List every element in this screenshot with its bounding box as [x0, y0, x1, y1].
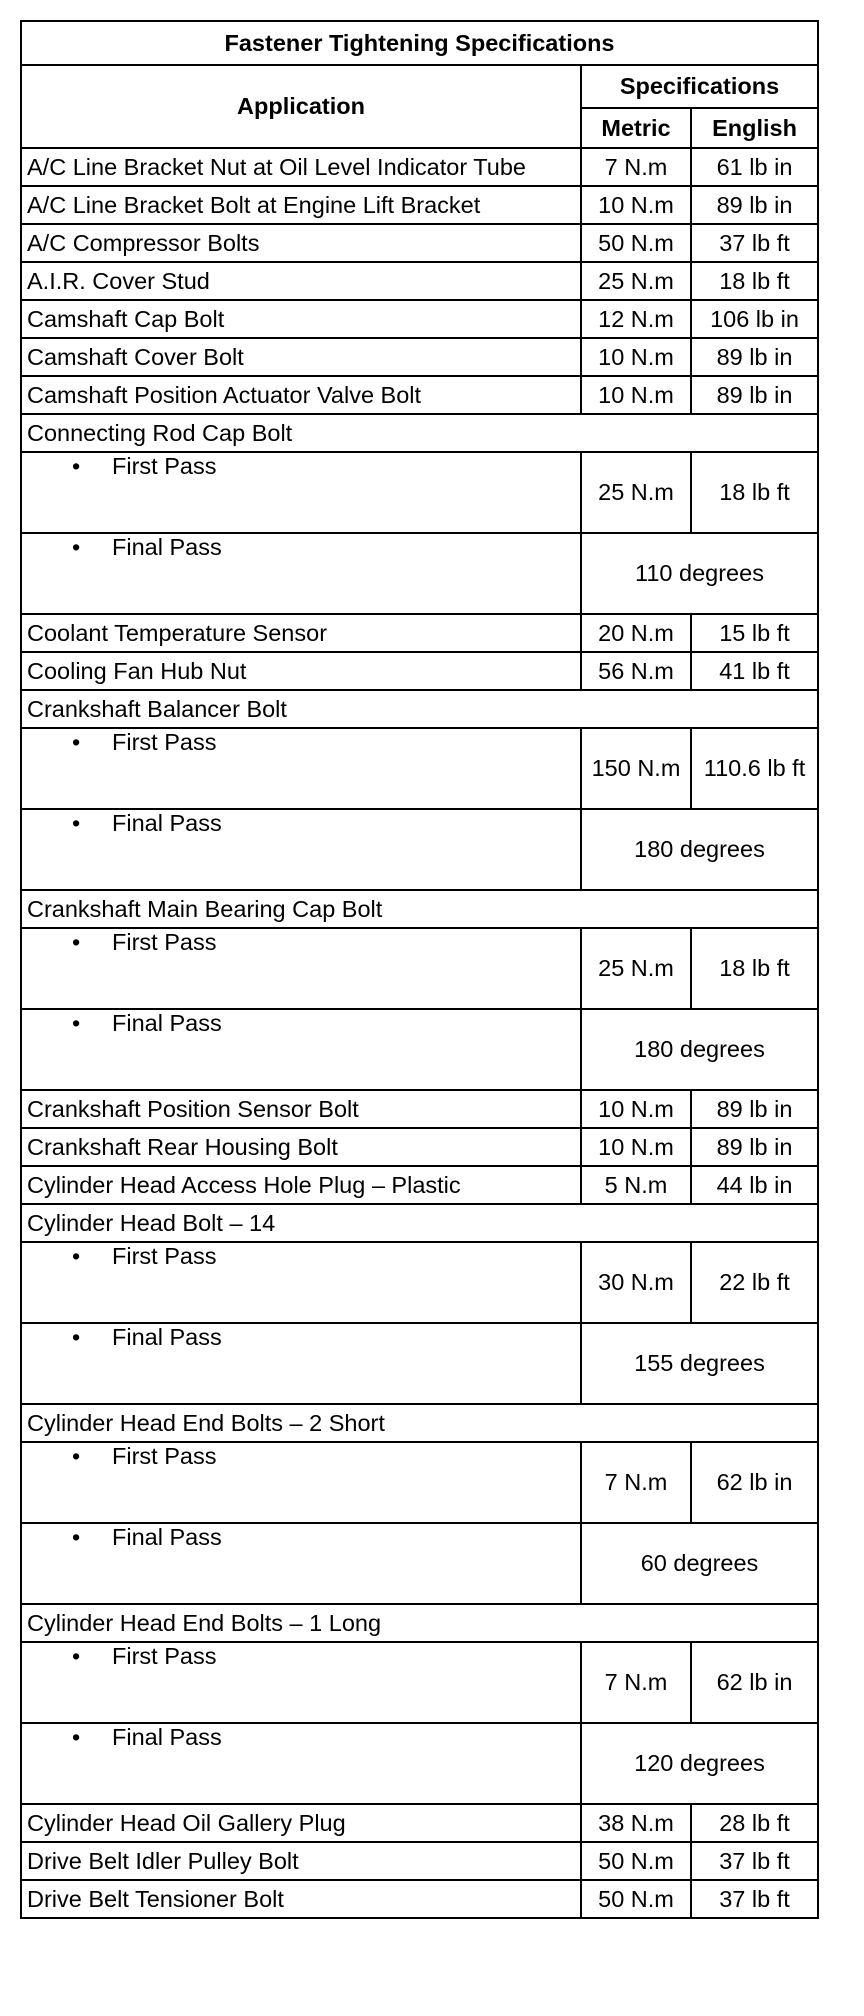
degrees-cell: 180 degrees [581, 809, 818, 890]
pass-application-cell [21, 1723, 581, 1804]
metric-cell: 25 N.m [581, 262, 691, 300]
metric-cell: 10 N.m [581, 186, 691, 224]
header-row-1 [21, 65, 818, 108]
table-row [21, 186, 818, 224]
group-row [21, 690, 818, 728]
pass-application-cell [21, 1242, 581, 1323]
metric-cell: 10 N.m [581, 1128, 691, 1166]
group-heading-cell: Connecting Rod Cap Bolt [21, 414, 818, 452]
english-cell: 89 lb in [691, 338, 818, 376]
metric-cell: 50 N.m [581, 1880, 691, 1918]
application-cell: A/C Line Bracket Nut at Oil Level Indicator Tube [21, 148, 581, 186]
application-cell: A/C Compressor Bolts [21, 224, 581, 262]
pass-application-cell [21, 1009, 581, 1090]
group-row [21, 1204, 818, 1242]
table-row [21, 262, 818, 300]
application-cell: Drive Belt Tensioner Bolt [21, 1880, 581, 1918]
table-title: Fastener Tightening Specifications [21, 21, 818, 65]
group-row [21, 1404, 818, 1442]
english-header: English [691, 108, 818, 148]
english-cell: 15 lb ft [691, 614, 818, 652]
metric-cell: 20 N.m [581, 614, 691, 652]
pass-label: Final Pass [112, 534, 222, 560]
bullet-icon: • [72, 729, 81, 755]
pass-label: First Pass [112, 729, 217, 755]
group-row [21, 890, 818, 928]
table-row [21, 614, 818, 652]
table-row [21, 1166, 818, 1204]
metric-cell: 50 N.m [581, 224, 691, 262]
specifications-header: Specifications [581, 65, 818, 108]
pass-row [21, 1009, 818, 1090]
bullet-icon: • [72, 1524, 81, 1550]
degrees-cell: 180 degrees [581, 1009, 818, 1090]
application-cell: Crankshaft Rear Housing Bolt [21, 1128, 581, 1166]
application-cell: Camshaft Cap Bolt [21, 300, 581, 338]
pass-label: Final Pass [112, 1010, 222, 1036]
english-cell: 62 lb in [691, 1642, 818, 1723]
pass-label: First Pass [112, 929, 217, 955]
pass-application-cell [21, 1642, 581, 1723]
english-cell: 44 lb in [691, 1166, 818, 1204]
pass-application-cell [21, 1523, 581, 1604]
application-header: Application [21, 65, 581, 148]
metric-cell: 150 N.m [581, 728, 691, 809]
pass-label: Final Pass [112, 810, 222, 836]
pass-label: First Pass [112, 1443, 217, 1469]
english-cell: 89 lb in [691, 376, 818, 414]
english-cell: 18 lb ft [691, 262, 818, 300]
application-cell: A/C Line Bracket Bolt at Engine Lift Bracket [21, 186, 581, 224]
bullet-icon: • [72, 1724, 81, 1750]
pass-row [21, 928, 818, 1009]
pass-application-cell [21, 928, 581, 1009]
pass-label: Final Pass [112, 1524, 222, 1550]
table-row [21, 1804, 818, 1842]
application-cell: Camshaft Cover Bolt [21, 338, 581, 376]
application-cell: Cylinder Head Access Hole Plug – Plastic [21, 1166, 581, 1204]
metric-cell: 7 N.m [581, 148, 691, 186]
bullet-icon: • [72, 929, 81, 955]
metric-header: Metric [581, 108, 691, 148]
bullet-icon: • [72, 534, 81, 560]
english-cell: 89 lb in [691, 1090, 818, 1128]
pass-application-cell [21, 809, 581, 890]
pass-label: First Pass [112, 1643, 217, 1669]
bullet-icon: • [72, 1443, 81, 1469]
group-heading-cell: Cylinder Head Bolt – 14 [21, 1204, 818, 1242]
table-row [21, 652, 818, 690]
table-row [21, 1090, 818, 1128]
metric-cell: 56 N.m [581, 652, 691, 690]
pass-row [21, 1523, 818, 1604]
pass-row [21, 533, 818, 614]
pass-row [21, 1242, 818, 1323]
application-cell: A.I.R. Cover Stud [21, 262, 581, 300]
table-row [21, 1128, 818, 1166]
application-cell: Coolant Temperature Sensor [21, 614, 581, 652]
group-heading-cell: Cylinder Head End Bolts – 2 Short [21, 1404, 818, 1442]
english-cell: 18 lb ft [691, 928, 818, 1009]
pass-row [21, 1323, 818, 1404]
table-row [21, 300, 818, 338]
table-title-row [21, 21, 818, 65]
english-cell: 22 lb ft [691, 1242, 818, 1323]
english-cell: 106 lb in [691, 300, 818, 338]
english-cell: 18 lb ft [691, 452, 818, 533]
bullet-icon: • [72, 1643, 81, 1669]
pass-row [21, 809, 818, 890]
pass-application-cell [21, 452, 581, 533]
english-cell: 37 lb ft [691, 1842, 818, 1880]
metric-cell: 25 N.m [581, 452, 691, 533]
table-row [21, 148, 818, 186]
english-cell: 41 lb ft [691, 652, 818, 690]
pass-application-cell [21, 728, 581, 809]
pass-label: Final Pass [112, 1324, 222, 1350]
metric-cell: 7 N.m [581, 1442, 691, 1523]
group-row [21, 414, 818, 452]
english-cell: 89 lb in [691, 186, 818, 224]
application-cell: Cylinder Head Oil Gallery Plug [21, 1804, 581, 1842]
metric-cell: 10 N.m [581, 1090, 691, 1128]
table-row [21, 224, 818, 262]
metric-cell: 30 N.m [581, 1242, 691, 1323]
metric-cell: 10 N.m [581, 338, 691, 376]
english-cell: 62 lb in [691, 1442, 818, 1523]
bullet-icon: • [72, 453, 81, 479]
pass-label: First Pass [112, 1243, 217, 1269]
pass-application-cell [21, 1323, 581, 1404]
english-cell: 110.6 lb ft [691, 728, 818, 809]
degrees-cell: 120 degrees [581, 1723, 818, 1804]
pass-row [21, 1442, 818, 1523]
english-cell: 28 lb ft [691, 1804, 818, 1842]
application-cell: Camshaft Position Actuator Valve Bolt [21, 376, 581, 414]
group-heading-cell: Crankshaft Balancer Bolt [21, 690, 818, 728]
degrees-cell: 110 degrees [581, 533, 818, 614]
pass-label: Final Pass [112, 1724, 222, 1750]
table-row [21, 1842, 818, 1880]
degrees-cell: 155 degrees [581, 1323, 818, 1404]
pass-row [21, 728, 818, 809]
english-cell: 37 lb ft [691, 1880, 818, 1918]
metric-cell: 10 N.m [581, 376, 691, 414]
pass-row [21, 1642, 818, 1723]
metric-cell: 12 N.m [581, 300, 691, 338]
group-row [21, 1604, 818, 1642]
application-cell: Cooling Fan Hub Nut [21, 652, 581, 690]
table-row [21, 1880, 818, 1918]
table-row [21, 338, 818, 376]
pass-row [21, 1723, 818, 1804]
english-cell: 89 lb in [691, 1128, 818, 1166]
metric-cell: 7 N.m [581, 1642, 691, 1723]
bullet-icon: • [72, 810, 81, 836]
application-cell: Crankshaft Position Sensor Bolt [21, 1090, 581, 1128]
degrees-cell: 60 degrees [581, 1523, 818, 1604]
pass-row [21, 452, 818, 533]
pass-application-cell [21, 1442, 581, 1523]
bullet-icon: • [72, 1010, 81, 1036]
metric-cell: 50 N.m [581, 1842, 691, 1880]
fastener-spec-table [20, 20, 819, 1919]
metric-cell: 25 N.m [581, 928, 691, 1009]
english-cell: 61 lb in [691, 148, 818, 186]
english-cell: 37 lb ft [691, 224, 818, 262]
group-heading-cell: Cylinder Head End Bolts – 1 Long [21, 1604, 818, 1642]
pass-application-cell [21, 533, 581, 614]
application-cell: Drive Belt Idler Pulley Bolt [21, 1842, 581, 1880]
bullet-icon: • [72, 1324, 81, 1350]
group-heading-cell: Crankshaft Main Bearing Cap Bolt [21, 890, 818, 928]
table-row [21, 376, 818, 414]
metric-cell: 5 N.m [581, 1166, 691, 1204]
metric-cell: 38 N.m [581, 1804, 691, 1842]
bullet-icon: • [72, 1243, 81, 1269]
pass-label: First Pass [112, 453, 217, 479]
